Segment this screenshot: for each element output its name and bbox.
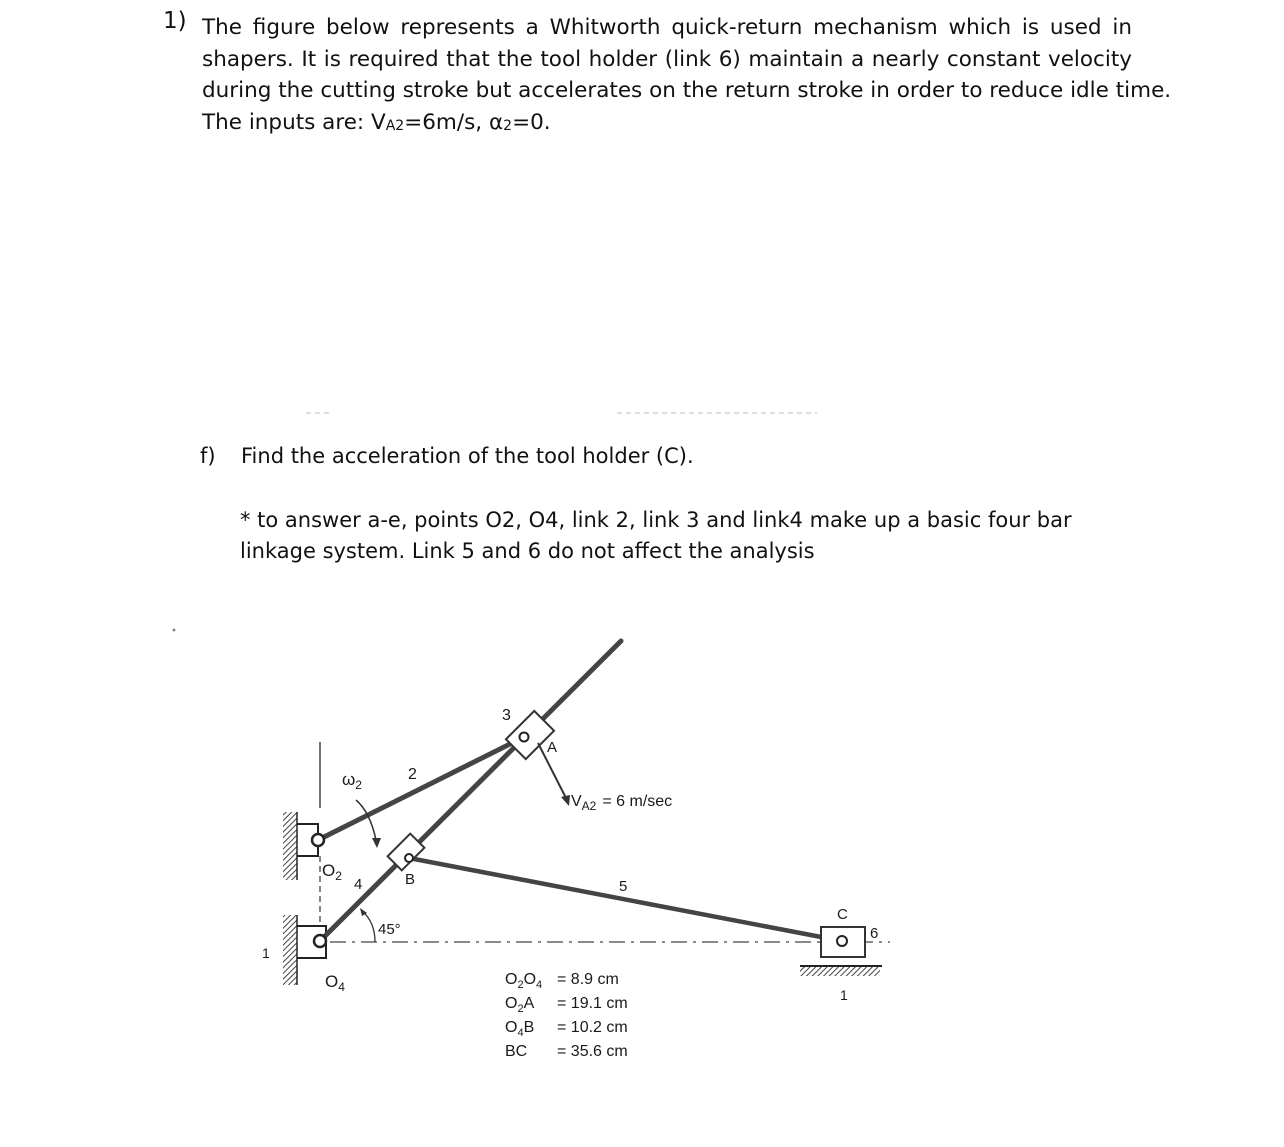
label-ground-left: 1 (262, 945, 270, 961)
inputs-end: =0. (512, 109, 551, 135)
label-point-b: B (405, 871, 416, 888)
velocity-arrowhead (561, 795, 570, 806)
line2-word: that (446, 46, 490, 72)
line1-word: figure (252, 15, 316, 40)
line2-word: tool (540, 46, 582, 72)
label-velocity: $V_{A2} = 6$ m/sec (571, 793, 673, 813)
pin-c (837, 936, 847, 946)
line1-word: in (1112, 15, 1132, 40)
ground-hatch-right (800, 967, 880, 976)
line2-word: shapers. (202, 46, 294, 72)
note-line-1: * to answer a-e, points O2, O4, link 2, link 3 and link4 make up a basic four bar (240, 508, 1072, 532)
pin-o2 (312, 834, 324, 846)
link-4 (320, 641, 621, 941)
line2-word: 6) (718, 46, 741, 72)
note-line-2: linkage system. Link 5 and 6 do not affect the analysis (240, 539, 815, 563)
question-line-3: during the cutting stroke but accelerates on the return stroke in order to reduce idle time. (202, 78, 1172, 103)
line1-word: mechanism (813, 15, 938, 40)
line2-word: the (497, 46, 533, 72)
angle-arc (362, 911, 375, 942)
label-ground-right: 1 (840, 987, 848, 1003)
label-link-2: 2 (408, 766, 417, 783)
ground-hatch-upper (283, 812, 297, 880)
omega-arrowhead (372, 838, 381, 848)
inputs-velocity-sub: A2 (385, 117, 405, 134)
dimensions-table (505, 971, 628, 1060)
question-number: 1) (163, 8, 187, 34)
line1-word: quick-return (671, 15, 803, 40)
label-o4: $O_4$ (325, 972, 345, 994)
label-point-a: A (547, 739, 558, 756)
line1-word: Whitworth (549, 15, 661, 40)
label-omega: $\omega_2$ (342, 770, 362, 792)
label-angle: 45° (378, 921, 401, 938)
dim-value-o4b: = 10.2 cm (557, 1019, 628, 1036)
inputs-mid: =6m/s, α (404, 109, 504, 135)
label-link-3: 3 (502, 707, 511, 724)
line1-word: The (202, 15, 242, 40)
pin-a (520, 733, 529, 742)
part-f-text: Find the acceleration of the tool holder (C). (241, 444, 694, 468)
label-link-4: 4 (354, 876, 363, 893)
line1-word: used (1049, 15, 1102, 40)
line2-word: maintain (748, 46, 844, 72)
label-point-c: C (837, 906, 848, 923)
dim-row-o4b: $O_4B$ (505, 1019, 535, 1039)
line2-word: nearly (871, 46, 940, 72)
line2-word: a (850, 46, 865, 72)
ground-hatch-lower (283, 915, 297, 985)
dim-value-o2o4: = 8.9 cm (557, 971, 619, 988)
line2-word: constant (946, 46, 1041, 72)
dim-value-o2a: = 19.1 cm (557, 995, 628, 1012)
dim-value-bc: = 35.6 cm (557, 1043, 628, 1060)
line2-word: is (323, 46, 341, 72)
inputs-alpha-sub: 2 (503, 117, 513, 134)
dim-row-o2o4: $O_2O_4$ (505, 971, 543, 991)
line1-word: a (525, 15, 539, 40)
label-link-5: 5 (619, 878, 628, 895)
label-link-6: 6 (870, 925, 879, 942)
line1-word: which (948, 15, 1012, 40)
part-f-label: f) (200, 444, 216, 468)
line2-word: velocity (1047, 46, 1132, 72)
scan-dot (173, 629, 176, 632)
line1-word: represents (400, 15, 515, 40)
pin-b (405, 854, 413, 862)
line2-word: It (301, 46, 317, 72)
label-o2: $O_2$ (322, 861, 342, 883)
inputs-prefix: The inputs are: V (202, 109, 386, 135)
dim-row-bc: BC (505, 1043, 528, 1060)
line2-word: required (348, 46, 439, 72)
line2-word: holder (588, 46, 658, 72)
pin-o4 (314, 935, 326, 947)
line1-word: is (1021, 15, 1040, 40)
link-5 (409, 858, 842, 941)
line2-word: (link (664, 46, 712, 72)
line1-word: below (325, 15, 390, 40)
dim-row-o2a: $O_2A$ (505, 995, 535, 1015)
